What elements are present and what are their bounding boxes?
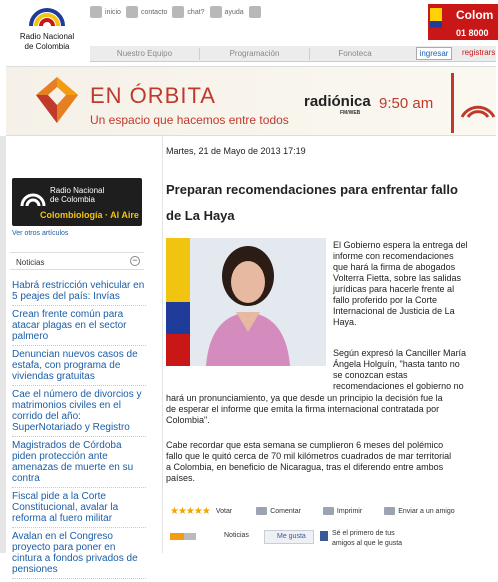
- banner-divider: [451, 73, 454, 133]
- rating-stars[interactable]: ★★★★★: [170, 505, 210, 517]
- nav-fonoteca[interactable]: Fonoteca: [338, 48, 372, 58]
- vote-link[interactable]: Votar: [215, 507, 233, 515]
- page-edge: [0, 136, 6, 553]
- text-line: jurídicas para hacerle frente al: [333, 284, 455, 294]
- utility-links: [90, 4, 261, 20]
- radionica-logo-icon: [458, 81, 498, 121]
- news-item[interactable]: Cae el número de divorcios y matrimonios civiles en el corrido del año: SuperNotariado y Registro: [12, 389, 146, 437]
- promo-line1: Radio Nacional: [50, 186, 105, 195]
- home-icon: [90, 6, 102, 18]
- article-paragraph-3: [166, 440, 494, 484]
- fb-text-line2: amigos al que le gusta: [332, 540, 403, 547]
- print-icon: [323, 507, 334, 515]
- mail-icon: [126, 6, 138, 18]
- comment-icon: [256, 507, 267, 515]
- corner-ad[interactable]: [428, 4, 498, 40]
- util-sitemap[interactable]: [249, 6, 261, 18]
- text-line: El Gobierno espera la entrega del: [333, 240, 468, 250]
- article-paragraph-2a: [333, 348, 493, 392]
- news-item[interactable]: Crean frente común para atacar plagas en el sector palmero: [12, 309, 146, 346]
- rss-version-icon: [184, 533, 196, 540]
- print-link[interactable]: Imprimir: [336, 507, 363, 515]
- email-link[interactable]: Enviar a un amigo: [398, 507, 455, 515]
- text-line: hará un pronunciamiento, ya que desde un principio la decisión fue la: [166, 393, 443, 403]
- promo-line2: de Colombia: [50, 195, 95, 204]
- text-line: Internacional de Justicia de La: [333, 306, 455, 316]
- nav-programacion[interactable]: Programación: [200, 48, 310, 60]
- article-date: Martes, 21 de Mayo de 2013 17:19: [166, 146, 306, 156]
- article-actions: [170, 505, 470, 517]
- station-name: radiónica: [304, 93, 371, 110]
- share-noticias-label: Noticias: [224, 532, 249, 539]
- text-line: a Colombia, en beneficio de Nicaragua, tras el diferendo entre ambos: [166, 462, 444, 472]
- nav-nuestro-equipo[interactable]: Nuestro Equipo: [90, 48, 200, 60]
- rss-icon[interactable]: [170, 533, 184, 540]
- text-line: de esperar el informe que emita la firma internacional contratada por: [166, 404, 440, 414]
- logo-text-line1: Radio Nacional: [19, 32, 75, 41]
- text-line: informe con recomendaciones: [333, 251, 454, 261]
- logo-text-line2: de Colombia: [24, 42, 70, 51]
- register-link[interactable]: registrars: [462, 48, 496, 57]
- util-inicio[interactable]: [90, 6, 121, 18]
- text-line: que hará la firma de abogados: [333, 262, 456, 272]
- share-bar: [170, 530, 470, 550]
- banner-title: EN ÓRBITA: [90, 83, 216, 108]
- article-headline: Preparan recomendaciones para enfrentar fallo: [166, 182, 458, 197]
- banner-time: 9:50 am: [379, 95, 434, 112]
- util-label: inicio: [105, 8, 121, 16]
- text-line: recomendaciones el gobierno no: [333, 381, 464, 391]
- corner-ad-number: 01 8000: [456, 28, 489, 38]
- text-line: fallo que le quitó cerca de 70 mil kilómetros cuadrados de mar territorial: [166, 451, 452, 461]
- util-ayuda[interactable]: [210, 6, 244, 18]
- program-banner[interactable]: [6, 66, 496, 136]
- logo-icon: [27, 4, 67, 26]
- station-sub: FM/WEB: [340, 110, 361, 116]
- help-icon: [210, 6, 222, 18]
- main-nav: [90, 46, 496, 62]
- ver-otros-link[interactable]: Ver otros artículos: [12, 230, 69, 237]
- radio-nacional-icon: [20, 186, 46, 206]
- util-label: contacto: [140, 8, 168, 16]
- text-line: países.: [166, 473, 196, 483]
- top-bar: [0, 0, 496, 51]
- util-label: ayuda: [224, 8, 244, 16]
- noticias-header: [10, 252, 144, 270]
- text-line: Ángela Holguín, "hasta tanto no: [333, 359, 460, 369]
- text-line: Colombia".: [166, 415, 210, 425]
- chat-icon: [172, 6, 184, 18]
- banner-subtitle: Un espacio que hacemos entre todos: [90, 113, 289, 127]
- text-line: Cabe recordar que esta semana se cumplieron 6 meses del polémico: [166, 440, 444, 450]
- article-paragraph-2b: [166, 393, 494, 426]
- news-item[interactable]: Magistrados de Córdoba piden protección ante amenazas de muerte en su contra: [12, 440, 146, 488]
- util-chat[interactable]: [172, 6, 204, 18]
- news-item[interactable]: Denuncian nuevos casos de estafa, con programa de viviendas gratuitas: [12, 349, 146, 386]
- noticias-label: Noticias: [16, 258, 45, 267]
- promo-line3: Colombiología · Al Aire: [40, 210, 139, 220]
- like-button[interactable]: Me gusta: [264, 530, 314, 544]
- email-icon: [384, 507, 395, 515]
- article-photo: [166, 238, 326, 366]
- kite-icon: [34, 75, 80, 125]
- text-line: Según expresó la Canciller María: [333, 348, 467, 358]
- facebook-icon: [320, 531, 328, 541]
- login-button[interactable]: ingresar: [416, 47, 452, 60]
- news-item[interactable]: Habrá restricción vehicular en 5 peajes del país: Invías: [12, 280, 146, 306]
- news-item[interactable]: Fiscal pide a la Corte Constitucional, avalar la reforma al fuero militar: [12, 491, 146, 528]
- util-contacto[interactable]: [126, 6, 167, 18]
- fb-text-line1: Sé el primero de tus: [332, 530, 395, 537]
- text-line: Haya.: [333, 317, 357, 327]
- article-headline-cont: de La Haya: [166, 208, 235, 223]
- news-list: [12, 280, 146, 582]
- text-line: fallo proferido por la Corte: [333, 295, 438, 305]
- news-item[interactable]: Avalan en el Congreso proyecto para poner en cintura a fondos privados de pensiones: [12, 531, 146, 579]
- corner-ad-word: Colom: [456, 8, 494, 22]
- text-line: se conozcan estas: [333, 370, 408, 380]
- article-paragraph-1: [333, 240, 493, 328]
- comment-link[interactable]: Comentar: [270, 507, 301, 515]
- promo-box[interactable]: [12, 178, 142, 226]
- flag-icon: [430, 8, 442, 34]
- site-logo[interactable]: [12, 4, 82, 51]
- sitemap-icon: [249, 6, 261, 18]
- column-divider: [162, 136, 163, 553]
- collapse-icon[interactable]: −: [130, 256, 140, 266]
- util-label: chat?: [187, 8, 205, 16]
- text-line: Volterra Fietta, sobre las salidas: [333, 273, 462, 283]
